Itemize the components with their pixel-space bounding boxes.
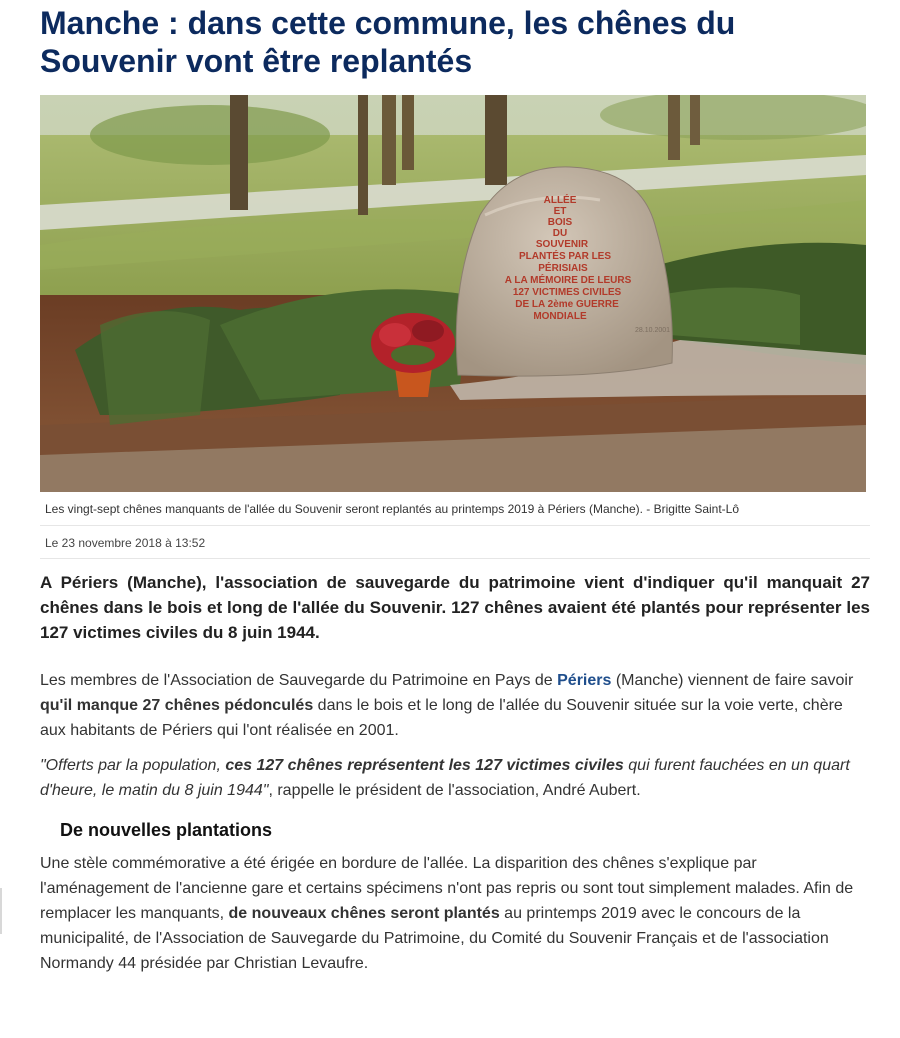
- section-heading: De nouvelles plantations: [60, 820, 273, 840]
- stele-line-8: A LA MÉMOIRE DE LEURS: [504, 275, 632, 286]
- article-photo[interactable]: [40, 95, 866, 492]
- stele-date: 28.10.2001: [635, 327, 671, 334]
- paragraph-3: [40, 851, 870, 976]
- quote-text-b: qui furent fauchées en un quart d'heure, le matin du 8 juin 1944": [40, 757, 850, 799]
- paragraph-3-text-a: Une stèle commémorative a été érigée en bordure de l'allée. La disparition des chênes s'explique par l'aménagement de l'ancienne gare et certains spécimens n'ont pas repris ou sont tout simplement malades. Afin de remplacer les manquants,: [40, 855, 854, 922]
- left-edge-divider: [0, 888, 2, 934]
- quote-text-a: "Offerts par la population,: [40, 757, 226, 774]
- paragraph-3-text-b: au printemps 2019 avec le concours de la municipalité, de l'Association de Sauvegarde du Patrimoine, du Comité du Souvenir Français et de l'association Normandy 44 présidée par Christian Levaufre.: [40, 905, 829, 972]
- paragraph-2: [40, 753, 870, 803]
- article-lead: A Périers (Manche), l'association de sauvegarde du patrimoine vient d'indiquer qu'il manquait 27 chênes dans le bois et long de l'allée du Souvenir. 127 chênes avaient été plantés pour représenter les 127 victimes civiles du 8 juin 1944.: [40, 573, 870, 642]
- photo-caption: Les vingt-sept chênes manquants de l'allée du Souvenir seront replantés au printemps 2019 à Périers (Manche). - Brigitte Saint-Lô: [40, 500, 870, 526]
- stele-line-11: MONDIALE: [533, 311, 587, 322]
- paragraph-3-emphasis: de nouveaux chênes seront plantés: [228, 905, 500, 922]
- stele-line-6: PLANTÉS PAR LES: [518, 251, 612, 262]
- publication-date: Le 23 novembre 2018 à 13:52: [40, 534, 870, 559]
- stele-line-1: ALLÉE: [543, 195, 577, 206]
- periers-link[interactable]: Périers: [557, 672, 612, 689]
- paragraph-1-text-b: (Manche) viennent de faire savoir: [611, 672, 854, 689]
- stele-line-5: SOUVENIR: [535, 239, 589, 250]
- stele-line-3: BOIS: [547, 217, 573, 228]
- stele-line-2: ET: [553, 206, 567, 217]
- stele-line-4: DU: [552, 228, 568, 239]
- stele-line-9: 127 VICTIMES CIVILES: [512, 287, 622, 298]
- stele-line-7: PÉRISIAIS: [538, 263, 588, 274]
- article-title: Manche : dans cette commune, les chênes du Souvenir vont être replantés: [40, 5, 736, 79]
- stele-line-10: DE LA 2ème GUERRE: [515, 299, 619, 310]
- quote-emphasis: ces 127 chênes représentent les 127 victimes civiles: [225, 757, 624, 774]
- paragraph-1: [40, 668, 870, 743]
- paragraph-1-text-c: dans le bois et le long de l'allée du Souvenir située sur la voie verte, chère aux habitants de Périers qui l'ont réalisée en 2001.: [40, 697, 843, 739]
- paragraph-1-text-a: Les membres de l'Association de Sauvegarde du Patrimoine en Pays de: [40, 672, 558, 689]
- paragraph-1-emphasis: qu'il manque 27 chênes pédonculés: [40, 697, 314, 714]
- quote-attribution: , rappelle le président de l'association, André Aubert.: [268, 782, 641, 799]
